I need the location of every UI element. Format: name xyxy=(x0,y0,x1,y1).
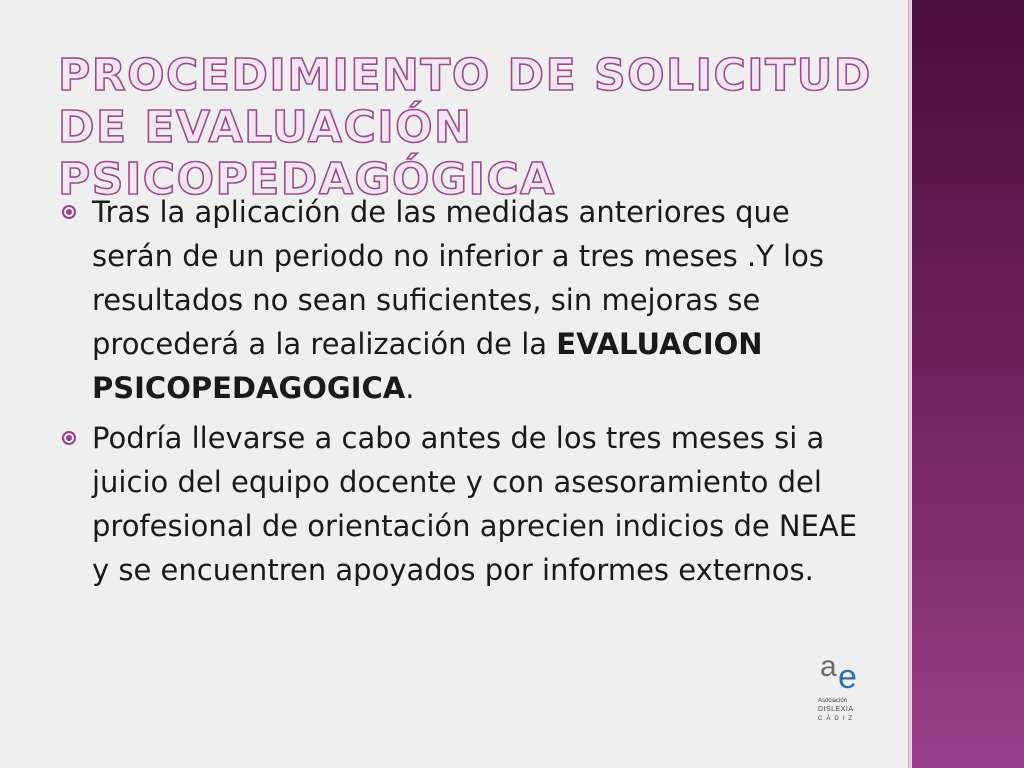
association-logo xyxy=(818,650,874,728)
bullet-text: Tras la aplicación de las medidas anteriores que serán de un periodo no inferior a tres meses .Y los resultados no sean suficientes, sin mejoras se procederá a la realización de la xyxy=(92,195,824,361)
logo-letter-a: a xyxy=(820,650,837,683)
bullet-icon xyxy=(62,431,76,445)
bullet-list xyxy=(62,190,862,598)
logo-line-3: CÁDIZ xyxy=(818,716,856,722)
logo-line-2: DISLEXIA xyxy=(818,706,854,713)
logo-line-1: Asociación xyxy=(818,698,848,704)
decorative-sidebar xyxy=(912,0,1024,768)
bullet-item-1 xyxy=(62,190,862,410)
bullet-bold-text: EVALUACION PSICOPEDAGOGICA xyxy=(92,327,763,405)
bullet-text: Podría llevarse a cabo antes de los tres meses si a juicio del equipo docente y con asesoramiento del profesional de orientación aprecien indicios de NEAE y se encuentren apoyados por informes externos. xyxy=(92,421,858,587)
bullet-icon xyxy=(62,205,76,219)
bullet-tail-text: . xyxy=(405,371,415,405)
slide-title: PROCEDIMIENTO DE SOLICITUD DE EVALUACIÓN PSICOPEDAGÓGICA xyxy=(58,50,872,205)
bullet-item-2 xyxy=(62,416,862,592)
logo-letter-e: e xyxy=(838,658,857,696)
